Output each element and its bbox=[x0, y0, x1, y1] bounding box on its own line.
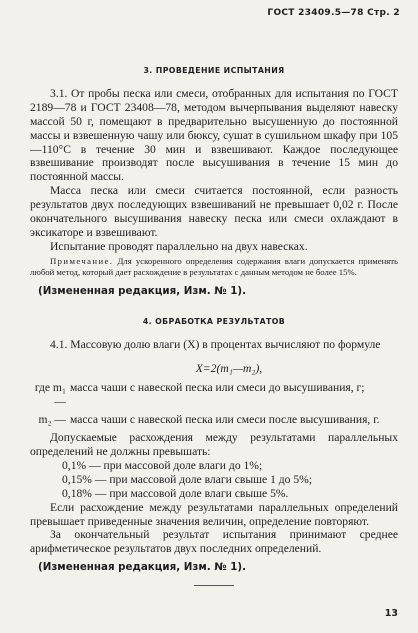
running-header: ГОСТ 23409.5—78 Стр. 2 bbox=[267, 8, 400, 18]
amendment-note-3: (Измененная редакция, Изм. № 1). bbox=[38, 284, 247, 297]
page-body bbox=[30, 64, 398, 586]
end-rule bbox=[194, 585, 234, 586]
definition-m1-text: масса чаши с навеской песка или смеси до высушивания, г; bbox=[70, 381, 365, 395]
paragraph-final-result: За окончательный результат испытания принимают среднее арифметическое результатов двух последних определений. bbox=[30, 528, 398, 556]
paragraph-tolerances: Допускаемые расхождения между результатами параллельных определений не должны превышать: bbox=[30, 431, 398, 459]
paragraph-repeat: Если расхождение между результатами параллельных определений превышает приведенные значения величин, определение повторяют. bbox=[30, 500, 398, 528]
paragraph-constant-mass: Масса песка или смеси считается постоянной, если разность результатов двух последующих взвешиваний не превышает 0,02 г. После окончательного высушивания навеску песка или смеси охлаждают в эксикаторе и взвешивают. bbox=[30, 184, 398, 239]
definition-m2-label: m₂ — bbox=[38, 413, 66, 427]
note-heading: Примечание. bbox=[50, 255, 114, 266]
definition-m1 bbox=[30, 381, 398, 409]
tolerance-2: 0,15% — при массовой доле влаги свыше 1 до 5%; bbox=[62, 472, 313, 486]
note bbox=[30, 256, 398, 278]
section-4-title: 4. ОБРАБОТКА РЕЗУЛЬТАТОВ bbox=[142, 316, 286, 326]
amendment-note-4: (Измененная редакция, Изм. № 1). bbox=[38, 561, 247, 574]
paragraph-4-1: 4.1. Массовую долю влаги (X) в процентах вычисляют по формуле bbox=[50, 337, 381, 351]
tolerance-1: 0,1% — при массовой доле влаги до 1%; bbox=[62, 458, 263, 472]
paragraph-3-1: 3.1. От пробы песка или смеси, отобранных для испытания по ГОСТ 2189—78 и ГОСТ 23408—78, методом вычерпывания выделяют навеску массой 50 г, помещают в предварительно высушенную до постоянной массы и взвешенную чашу или бюксу, сушат в сушильном шкафу при 105—110°C в течение 30 мин и взвешивают. Каждое последующее взвешивание производят после высушивания в течение 15 мин до постоянной массы. bbox=[30, 86, 398, 184]
note-text: Для ускоренного определения содержания влаги допускается применять любой метод, который дает расхождение в результатах с данным методом не более 15%. bbox=[30, 255, 398, 277]
definition-m2-text: масса чаши с навеской песка или смеси после высушивания, г. bbox=[70, 413, 380, 427]
moisture-formula: X=2(m₁—m₂), bbox=[195, 361, 263, 375]
paragraph-parallel: Испытание проводят параллельно на двух навесках. bbox=[50, 239, 308, 253]
page-number: 13 bbox=[384, 608, 398, 619]
definition-m1-label: где m₁ — bbox=[34, 381, 66, 409]
tolerance-3: 0,18% — при массовой доле влаги свыше 5%. bbox=[62, 486, 289, 500]
definition-m2 bbox=[30, 413, 398, 427]
section-3-title: 3. ПРОВЕДЕНИЕ ИСПЫТАНИЯ bbox=[143, 66, 285, 75]
